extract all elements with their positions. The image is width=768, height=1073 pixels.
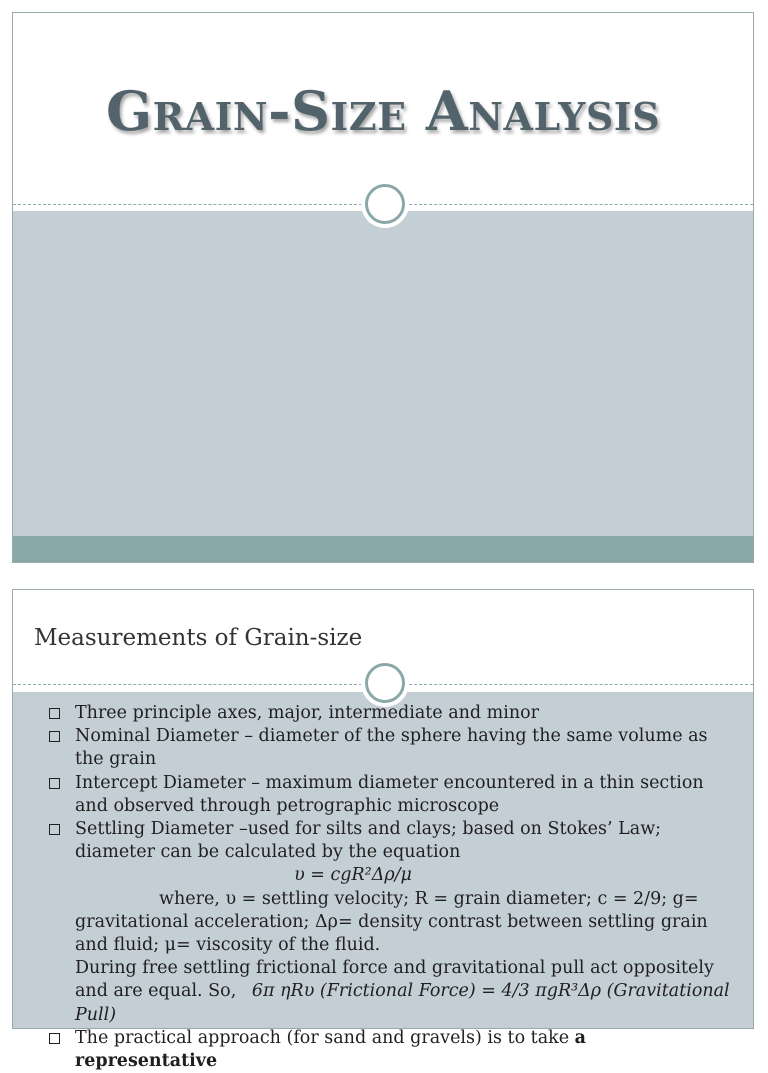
title-slide <box>12 12 754 563</box>
content-slide <box>12 589 754 1072</box>
bullet-list <box>47 702 731 1073</box>
checkbox-bullet-icon <box>49 708 60 719</box>
bullet-text: Intercept Diameter – maximum diameter encountered in a thin section and observed through petrographic microscope <box>75 772 704 816</box>
bullet-text: Settling Diameter –used for silts and clays; based on Stokes’ Law; diameter can be calculated by the equation <box>75 819 662 863</box>
checkbox-bullet-icon <box>49 778 60 789</box>
list-item <box>47 818 731 1027</box>
list-item <box>47 702 731 725</box>
list-item <box>47 725 731 771</box>
slide-title: Measurements of Grain-size <box>34 625 363 651</box>
where-continuation: gravitational acceleration; Δρ= density contrast between settling grain and fluid; μ= viscosity of the fluid. <box>75 911 708 956</box>
footer-bar <box>13 536 753 562</box>
ring-ornament-icon <box>365 663 405 703</box>
bullet-text: The practical approach (for sand and gravels) is to take <box>75 1027 570 1048</box>
checkbox-bullet-icon <box>49 824 60 835</box>
ring-ornament-icon <box>365 184 405 224</box>
content-area <box>13 211 753 536</box>
settling-text: During free settling frictional force and gravitational pull act oppositely and are equal. So, <box>75 958 714 1002</box>
bullet-text: Nominal Diameter – diameter of the sphere having the same volume as the grain <box>75 726 708 770</box>
bullet-bold-text: a representative <box>75 1027 587 1072</box>
where-line: where, υ = settling velocity; R = grain diameter; c = 2/9; g= <box>159 888 699 909</box>
slide-title: Grain-Size Analysis <box>105 79 661 143</box>
force-equation: 6π ηRυ (Frictional Force) = 4/3 πgR³Δρ (Gravitational Pull) <box>75 981 730 1025</box>
checkbox-bullet-icon <box>49 731 60 742</box>
stokes-equation: υ = cgR²Δρ/μ <box>294 865 412 886</box>
list-item <box>47 772 731 818</box>
bullet-text: Three principle axes, major, intermediate and minor <box>75 703 540 723</box>
checkbox-bullet-icon <box>49 1033 60 1044</box>
list-item <box>47 1027 731 1073</box>
